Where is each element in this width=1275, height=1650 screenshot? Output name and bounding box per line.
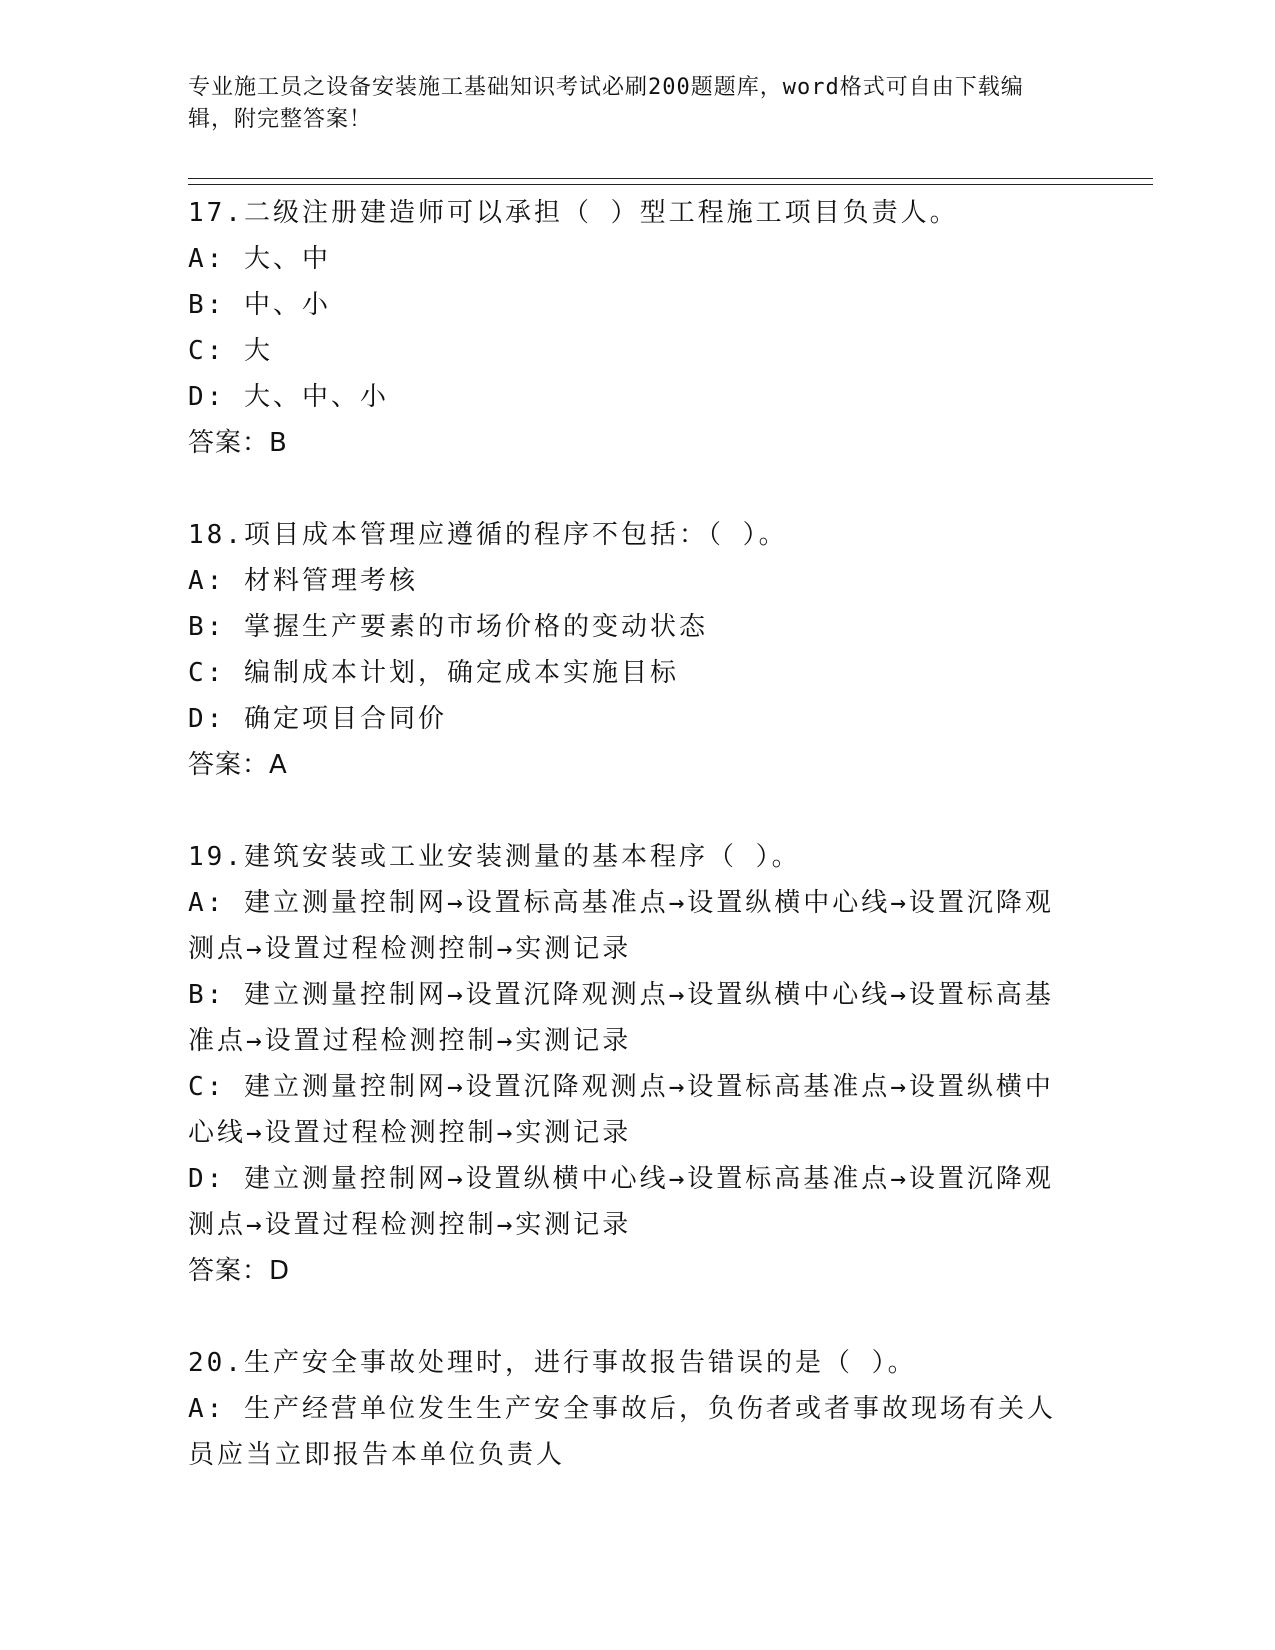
- option-a: A: 材料管理考核: [188, 566, 418, 596]
- question-18: [188, 512, 1068, 788]
- option-c: C: 编制成本计划，确定成本实施目标: [188, 658, 679, 688]
- option-d: D: 建立测量控制网→设置纵横中心线→设置标高基准点→设置沉降观测点→设置过程检测控制→实测记录: [188, 1164, 1054, 1240]
- option-b: B: 建立测量控制网→设置沉降观测点→设置纵横中心线→设置标高基准点→设置过程检测控制→实测记录: [188, 980, 1054, 1056]
- option-b: B: 中、小: [188, 290, 331, 320]
- question-19: [188, 834, 1068, 1294]
- question-stem: 17.二级注册建造师可以承担（ ）型工程施工项目负责人。: [188, 198, 959, 228]
- option-b: B: 掌握生产要素的市场价格的变动状态: [188, 612, 708, 642]
- question-list: [188, 190, 1068, 1478]
- option-a: A: 生产经营单位发生生产安全事故后，负伤者或者事故现场有关人员应当立即报告本单位负责人: [188, 1394, 1056, 1470]
- option-a: A: 建立测量控制网→设置标高基准点→设置纵横中心线→设置沉降观测点→设置过程检测控制→实测记录: [188, 888, 1054, 964]
- option-d: D: 大、中、小: [188, 382, 389, 412]
- question-spacer: [188, 1294, 1068, 1340]
- header-rule-bottom: [188, 184, 1153, 185]
- question-stem: 18.项目成本管理应遵循的程序不包括：（ ）。: [188, 520, 788, 550]
- answer-label: 答案：A: [188, 750, 288, 780]
- question-spacer: [188, 788, 1068, 834]
- option-a: A: 大、中: [188, 244, 331, 274]
- option-c: C: 建立测量控制网→设置沉降观测点→设置标高基准点→设置纵横中心线→设置过程检测控制→实测记录: [188, 1072, 1054, 1148]
- question-stem: 20.生产安全事故处理时，进行事故报告错误的是（ ）。: [188, 1348, 917, 1378]
- document-header: 专业施工员之设备安装施工基础知识考试必刷200题题库，word格式可自由下载编辑，附完整答案！: [188, 75, 1024, 132]
- question-20: [188, 1340, 1068, 1478]
- header-rule-top: [188, 178, 1153, 179]
- question-17: [188, 190, 1068, 466]
- answer-label: 答案：D: [188, 1256, 291, 1286]
- question-stem: 19.建筑安装或工业安装测量的基本程序（ ）。: [188, 842, 801, 872]
- answer-label: 答案：B: [188, 428, 288, 458]
- option-c: C: 大: [188, 336, 273, 366]
- option-d: D: 确定项目合同价: [188, 704, 447, 734]
- question-spacer: [188, 466, 1068, 512]
